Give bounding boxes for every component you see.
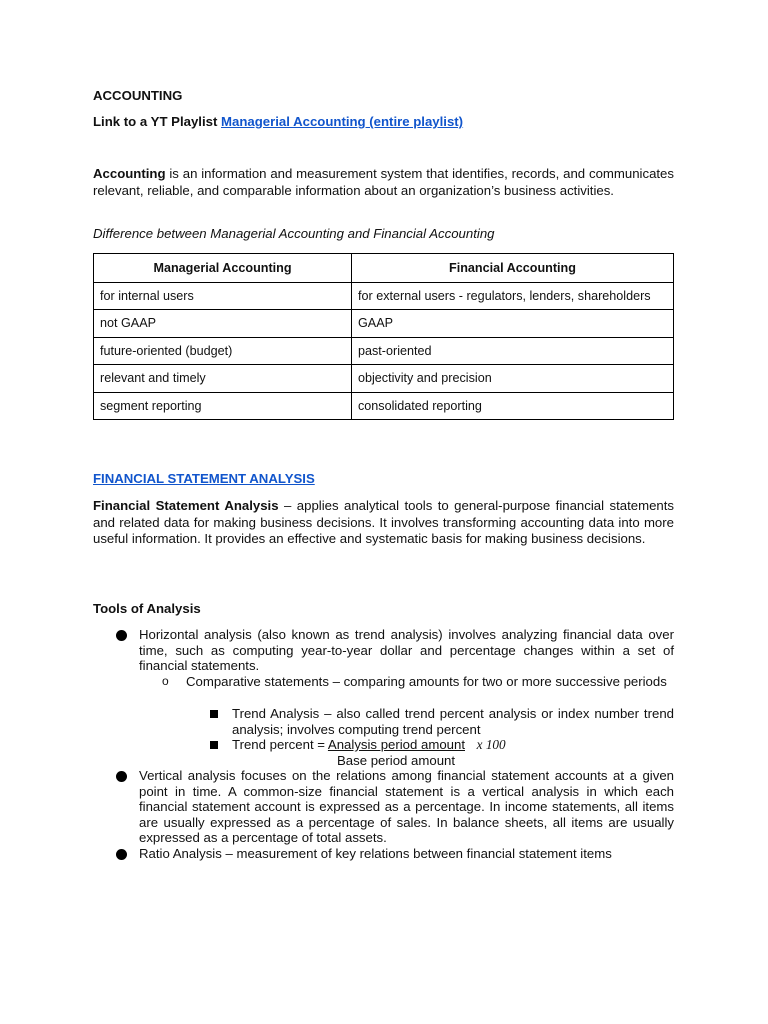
tools-heading: Tools of Analysis [93, 601, 201, 616]
table-cell: consolidated reporting [352, 392, 674, 420]
definition-term: Accounting [93, 166, 166, 181]
table-cell: for internal users [94, 282, 352, 310]
table-cell: objectivity and precision [352, 365, 674, 393]
table-cell: past-oriented [352, 337, 674, 365]
horizontal-analysis-item: Horizontal analysis (also known as trend analysis) involves analyzing financial data over time, such as computing year-to-year dollar and percentage changes within a set of financial statements. [139, 627, 674, 673]
formula-numerator: Analysis period amount [327, 737, 465, 752]
fsa-heading-link[interactable]: FINANCIAL STATEMENT ANALYSIS [93, 471, 315, 486]
table-cell: for external users - regulators, lenders, shareholders [352, 282, 674, 310]
definition-text: is an information and measurement system that identifies, records, and communicates relevant, reliable, and comparable information about an organization’s business activities. [93, 166, 674, 198]
table-row [94, 282, 674, 310]
playlist-link[interactable]: Managerial Accounting (entire playlist) [221, 114, 464, 129]
trend-analysis-item: Trend Analysis – also called trend percent analysis or index number trend analysis; involves computing trend percent [232, 706, 674, 737]
table-row [94, 337, 674, 365]
table-cell: future-oriented (budget) [94, 337, 352, 365]
accounting-definition [93, 166, 674, 199]
header-financial: Financial Accounting [352, 254, 674, 283]
square-bullet-icon [210, 741, 218, 749]
table-row [94, 392, 674, 420]
trend-percent-label: Trend percent = [232, 737, 328, 752]
table-header-row [94, 254, 674, 283]
table-cell: not GAAP [94, 310, 352, 338]
table-row [94, 310, 674, 338]
table-cell: relevant and timely [94, 365, 352, 393]
playlist-prefix: Link to a YT Playlist [93, 114, 218, 129]
vertical-analysis-item: Vertical analysis focuses on the relations among financial statement accounts at a given point in time. A common-size financial statement is a vertical analysis in which each financial statement account is expressed as a percentage. In income statements, all items are usually expressed as a percentage of sales. In balance sheets, all items are usually expressed as a percentage of total assets. [139, 768, 674, 845]
difference-caption: Difference between Managerial Accounting and Financial Accounting [93, 226, 495, 241]
table-cell: segment reporting [94, 392, 352, 420]
fsa-term: Financial Statement Analysis [93, 498, 279, 513]
comparative-statements-item: Comparative statements – comparing amounts for two or more successive periods [186, 674, 667, 689]
formula-denominator: Base period amount [337, 753, 456, 768]
fsa-text: – applies analytical tools to general-purpose financial statements and related data for making business decisions. It involves transforming accounting data into more useful information. It provides an effective and systematic basis for making business decisions. [93, 498, 674, 546]
playlist-line [93, 114, 463, 129]
square-bullet-icon [210, 710, 218, 718]
formula-multiplier: x 100 [476, 737, 506, 752]
page-title: ACCOUNTING [93, 88, 183, 103]
fsa-definition [93, 498, 674, 548]
bullet-dot-icon [116, 771, 127, 782]
table-cell: GAAP [352, 310, 674, 338]
comparison-table [93, 253, 674, 420]
table-row [94, 365, 674, 393]
trend-percent-formula [232, 737, 674, 753]
header-managerial: Managerial Accounting [94, 254, 352, 283]
bullet-dot-icon [116, 630, 127, 641]
ratio-analysis-item: Ratio Analysis – measurement of key relations between financial statement items [139, 846, 612, 861]
circle-bullet-icon: o [162, 674, 169, 688]
bullet-dot-icon [116, 849, 127, 860]
